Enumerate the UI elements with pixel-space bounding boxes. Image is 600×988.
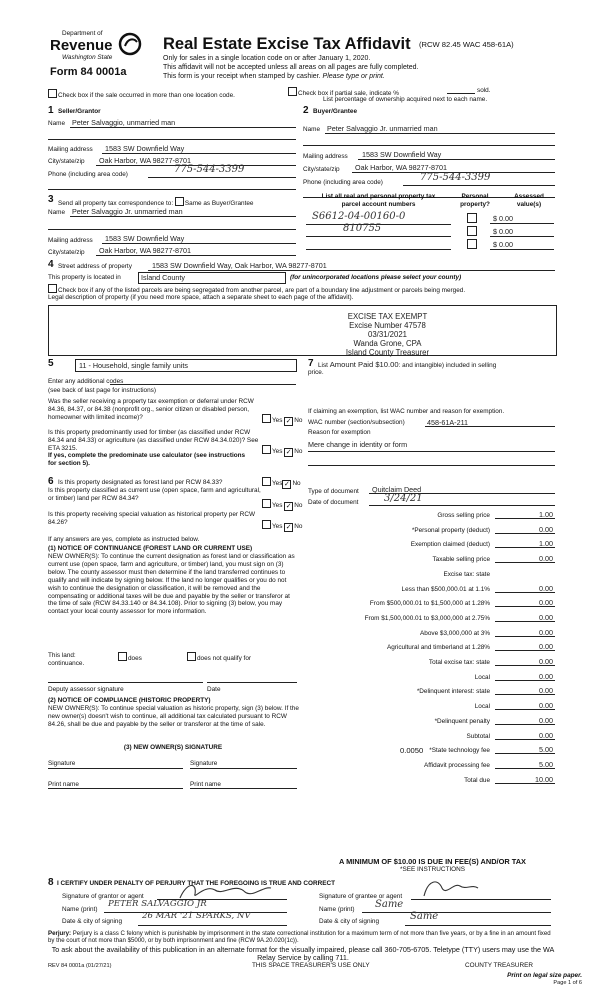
- section-7-number: 7: [308, 358, 314, 369]
- timber-yes-no[interactable]: Yes ✓ No: [262, 445, 302, 457]
- corr-name: Peter Salvaggio Jr. unmarried man: [72, 207, 183, 216]
- tax-row-value[interactable]: 0.00: [539, 525, 553, 534]
- stamp-line-2: Excise Number 47578: [349, 321, 426, 330]
- county-select[interactable]: Island County: [138, 272, 286, 284]
- tax-row-label: *Delinquent interest: state: [416, 688, 490, 695]
- section-4-number: 4: [48, 259, 54, 270]
- personal-property-checkbox-3[interactable]: [467, 239, 477, 249]
- exemption-claim-label: If claiming an exemption, list WAC number and reason for exemption.: [308, 408, 505, 415]
- tax-row-value[interactable]: 10.00: [535, 775, 553, 784]
- tax-row-label: Total due: [464, 777, 490, 784]
- parcels-header-assessed: Assessed value(s): [514, 193, 544, 208]
- owner-print-label-2: Print name: [190, 781, 221, 788]
- new-owner-signature-title: (3) NEW OWNER(S) SIGNATURE: [123, 744, 223, 751]
- current-use-question: Is this property classified as current use (open space, farm and agricultural, or timber) land per RCW 84.34?: [48, 487, 261, 502]
- treasurer-use-only: THIS SPACE TREASURER'S USE ONLY: [252, 962, 370, 969]
- tax-row-label: Agricultural and timberland at 1.28%: [386, 644, 490, 651]
- grantee-name: Same: [375, 899, 404, 910]
- tax-row-label: Taxable selling price: [432, 556, 490, 563]
- tax-row-value[interactable]: 0.00: [539, 613, 553, 622]
- buyer-name-label: Name: [303, 126, 321, 133]
- grantee-signature-label: Signature of grantee or agent: [319, 893, 403, 900]
- form-title: Real Estate Excise Tax Affidavit: [163, 35, 411, 53]
- owner-signature-label-1: Signature: [48, 760, 76, 767]
- grantee-date-city: Same: [410, 911, 439, 922]
- deputy-date-label: Date: [207, 686, 221, 693]
- exemption-yes-no[interactable]: Yes ✓ No: [262, 414, 302, 426]
- correspondence-label: Send all property tax correspondence to: Same as Buyer/Grantee: [58, 197, 253, 208]
- tax-row-label: Exemption claimed (deduct): [410, 541, 490, 548]
- current-use-yes-no[interactable]: Yes ✓ No: [262, 499, 302, 511]
- sold-label: sold.: [477, 87, 491, 94]
- tax-row-value[interactable]: 0.00: [539, 731, 553, 740]
- grantor-name-label: Name (print): [62, 906, 98, 913]
- wac-number: 458-61A-211: [427, 418, 469, 427]
- tax-row-value[interactable]: 5.00: [539, 745, 553, 754]
- exempt-stamp: [300, 312, 475, 357]
- parcels-header-personal: Personal property?: [460, 193, 490, 208]
- buyer-phone-label: Phone (including area code): [303, 179, 383, 186]
- unincorporated-note: (for unincorporated locations please select your county): [290, 274, 462, 281]
- tax-row-label: Above $3,000,000 at 3%: [420, 630, 490, 637]
- grantor-date-label: Date & city of signing: [62, 918, 123, 925]
- tax-row-value[interactable]: 1.00: [539, 510, 553, 519]
- seller-section-label: Seller/Grantor: [58, 108, 101, 115]
- exemption-question: Was the seller receiving a property tax exemption or deferral under RCW 84.36, 84.37, or 84.38 (nonprofit org., senior citizen or disabled person, homeowner with limited income)?: [48, 398, 254, 421]
- seller-name: Peter Salvaggio, unmarried man: [72, 118, 176, 127]
- section-5-number: 5: [48, 358, 54, 369]
- page-number: Page 1 of 6: [553, 980, 582, 986]
- dept-line2: Revenue: [50, 37, 113, 54]
- reason-value: Mere change in identity or form: [308, 440, 408, 449]
- perjury-notice: Perjury: Perjury is a class C felony which is punishable by imprisonment in the state correctional institution for a maximum term of not more than five years, or by a fine in an amount fixed by the court of not more than $5000, or by both imprisonment and fine (RCW 9A.20.020(1c)).: [48, 930, 551, 945]
- segregated-check[interactable]: Check box if any of the listed parcels are being segregated from another parcel, are part of a boundary line adjustment or parcels being merged.: [48, 284, 465, 295]
- tax-row-label: Less than $500,000.01 at 1.1%: [401, 586, 490, 593]
- grantee-date-label: Date & city of signing: [319, 918, 380, 925]
- section-2-number: 2: [303, 105, 309, 116]
- owner-print-label-1: Print name: [48, 781, 79, 788]
- seller-name-label: Name: [48, 120, 66, 127]
- stamp-line-3: 03/31/2021: [367, 330, 408, 339]
- assessed-value-3: $ 0.00: [493, 240, 513, 249]
- buyer-phone: 775-544-3399: [420, 172, 491, 183]
- corr-city: Oak Harbor, WA 98277-8701: [99, 246, 192, 255]
- form-number: Form 84 0001a: [50, 66, 127, 78]
- tax-row-value[interactable]: 0.00: [539, 657, 553, 666]
- dept-logo-icon: [118, 32, 142, 56]
- tax-row-label: *State technology fee: [429, 747, 490, 754]
- additional-codes-label: Enter any additional codes: [48, 378, 124, 385]
- this-land-label: This land:: [48, 652, 76, 659]
- timber-note: If yes, complete the predominate use calculator (see instructions for section 5).: [48, 452, 246, 467]
- section-7-price-label: price.: [308, 369, 324, 376]
- grantee-signature: [420, 876, 480, 900]
- parcel-number-2: 810755: [343, 223, 382, 234]
- historical-question: Is this property receiving special valuation as historical property per RCW 84.26?: [48, 511, 256, 526]
- doc-date: 3/24/21: [384, 493, 423, 504]
- seller-mailing: 1583 SW Downfield Way: [105, 144, 185, 153]
- personal-property-checkbox-2[interactable]: [467, 226, 477, 236]
- corr-city-label: City/state/zip: [48, 249, 85, 256]
- tax-row-value[interactable]: 0.00: [539, 628, 553, 637]
- use-code-select[interactable]: 11 - Household, single family units: [75, 359, 297, 372]
- form-rcw: (RCW 82.45 WAC 458-61A): [419, 40, 514, 49]
- corr-name-label: Name: [48, 209, 66, 216]
- tax-row-label: Gross selling price: [437, 512, 490, 519]
- tax-row-value[interactable]: 0.00: [539, 672, 553, 681]
- buyer-mailing: 1583 SW Downfield Way: [362, 150, 442, 159]
- percentage-note: List percentage of ownership acquired next to each name.: [323, 96, 488, 103]
- forest-yes-no[interactable]: Yes ✓ No: [262, 477, 301, 489]
- partial-sale-check[interactable]: Check box if partial sale, indicate %: [288, 87, 399, 98]
- tax-row-value[interactable]: 0.00: [539, 716, 553, 725]
- timber-question: Is this property predominantly used for timber (as classified under RCW 84.34 and 84.33) or agriculture (as classified under RCW 84.34.020)? See ETA 3215.: [48, 429, 259, 452]
- buyer-city: Oak Harbor, WA 98277-8701: [355, 163, 448, 172]
- section-6-number: 6: [48, 476, 54, 487]
- tax-row-value[interactable]: 0.00: [539, 642, 553, 651]
- wac-label: WAC number (section/subsection): [308, 419, 405, 426]
- tax-row-label: Excise tax: state: [443, 571, 490, 578]
- buyer-city-label: City/state/zip: [303, 166, 340, 173]
- tax-row-value[interactable]: 1.00: [539, 539, 553, 548]
- tax-row-label: Subtotal: [466, 733, 490, 740]
- dept-logo: [48, 30, 146, 82]
- located-label: This property is located in: [48, 274, 121, 281]
- notice2-body: NEW OWNER(S): To continue special valuation as historic property, sign (3) below. If the new owner(s) doesn't wish to continue, all additional tax calculated pursuant to RCW 84.26, shall be due and payable by the seller or transferor at the time of sale.: [48, 705, 299, 728]
- see-instructions-note: *SEE INSTRUCTIONS: [400, 866, 465, 873]
- owner-signature-label-2: Signature: [190, 760, 218, 767]
- tax-row-label: Local: [474, 674, 490, 681]
- doc-type: Quitclaim Deed: [372, 485, 422, 494]
- doc-type-label: Type of document: [308, 488, 359, 495]
- buyer-name: Peter Salvaggio Jr. unmarried man: [327, 124, 438, 133]
- notice2-title: (2) NOTICE OF COMPLIANCE (HISTORIC PROPERTY): [48, 697, 211, 704]
- historical-yes-no[interactable]: Yes ✓ No: [262, 520, 302, 532]
- header-note-1: Only for sales in a single location code on or after January 1, 2020.: [163, 55, 371, 62]
- grantor-date-city: 26 MAR '21 SPARKS, NV: [142, 911, 251, 921]
- section-1-number: 1: [48, 105, 54, 116]
- seller-city: Oak Harbor, WA 98277-8701: [99, 156, 192, 165]
- legal-desc-label: Legal description of property (if you need more space, attach a separate sheet to each page of the affidavit).: [48, 294, 354, 301]
- dept-line3: Washington State: [62, 54, 113, 61]
- grantor-signature-label: Signature of grantor or agent: [62, 893, 144, 900]
- forest-question: Is this property designated as forest land per RCW 84.33?: [58, 479, 223, 486]
- tax-row-label: Total excise tax: state: [428, 659, 490, 666]
- tax-row-label: From $500,000.01 to $1,500,000 at 1.28%: [369, 600, 490, 607]
- doc-date-label: Date of document: [308, 499, 359, 506]
- minimum-due-note: A MINIMUM OF $10.00 IS DUE IN FEE(S) AND/OR TAX: [339, 857, 526, 866]
- tax-row-value[interactable]: 0.00: [539, 701, 553, 710]
- buyer-mailing-label: Mailing address: [303, 153, 348, 160]
- seller-phone: 775-544-3399: [174, 164, 245, 175]
- tax-row-value[interactable]: 0.00: [539, 598, 553, 607]
- dept-line1: Department of: [62, 30, 103, 37]
- tax-row-value[interactable]: 0.00: [539, 686, 553, 695]
- notice1-title: (1) NOTICE OF CONTINUANCE (FOREST LAND OR CURRENT USE): [48, 545, 253, 552]
- assessed-value-2: $ 0.00: [493, 227, 513, 236]
- deputy-signature-label: Deputy assessor signature: [48, 686, 124, 693]
- rev-number: REV 84 0001a (01/27/21): [48, 963, 112, 969]
- personal-property-checkbox-1[interactable]: [467, 213, 477, 223]
- local-rate: 0.0050: [400, 746, 424, 755]
- section-8-number: 8: [48, 877, 54, 888]
- tax-row-value[interactable]: 0.00: [539, 584, 553, 593]
- tax-row-value[interactable]: 5.00: [539, 760, 553, 769]
- property-street: 1583 SW Downfield Way, Oak Harbor, WA 98277-8701: [152, 261, 327, 270]
- street-label: Street address of property: [58, 263, 132, 270]
- legal-paper-note: Print on legal size paper.: [507, 972, 582, 979]
- section-3-number: 3: [48, 194, 54, 205]
- does-checkbox[interactable]: does: [118, 652, 142, 663]
- accessibility-notice: To ask about the availability of this publication in an alternate format for the visually impaired, please call 360-705-6705. Teletype (TTY) users may use the WA Relay Service by calling 711.: [51, 945, 555, 963]
- corr-mailing: 1583 SW Downfield Way: [105, 234, 185, 243]
- continuance-label: continuance.: [48, 660, 85, 667]
- grantor-name: PETER SALVAGGIO JR: [108, 899, 207, 909]
- parcel-number-1: S6612-04-00160-0: [312, 211, 406, 222]
- tax-row-label: *Delinquent penalty: [434, 718, 490, 725]
- certify-statement: I CERTIFY UNDER PENALTY OF PERJURY THAT THE FOREGOING IS TRUE AND CORRECT: [57, 880, 336, 887]
- see-back-label: (see back of last page for instructions): [48, 387, 156, 394]
- multi-location-check[interactable]: Check box if the sale occurred in more than one location code.: [48, 89, 235, 100]
- stamp-line-1: EXCISE TAX EXEMPT: [347, 312, 428, 321]
- parcels-header-list: List all real and personal property tax parcel account numbers: [321, 193, 436, 208]
- reason-label: Reason for exemption: [308, 429, 371, 436]
- tax-row-label: Affidavit processing fee: [424, 762, 490, 769]
- section-7-list-line: List Amount Paid $10.00: and intangible) included in selling: [318, 360, 497, 369]
- seller-phone-label: Phone (including area code): [48, 171, 128, 178]
- if-yes-note: If any answers are yes, complete as instructed below.: [48, 536, 200, 543]
- stamp-line-4: Wanda Grone, CPA: [353, 339, 422, 348]
- corr-mailing-label: Mailing address: [48, 237, 93, 244]
- grantee-name-label: Name (print): [319, 906, 355, 913]
- tax-row-label: *Personal property (deduct): [411, 527, 490, 534]
- seller-mailing-label: Mailing address: [48, 146, 93, 153]
- seller-city-label: City/state/zip: [48, 158, 85, 165]
- notice1-body: NEW OWNER(S): To continue the current designation as forest land or classification as current use (open space, farm and agriculture, or timber) land, you must sign on (3) below. The county assessor must then determine if the land transferred continues to qualify and will indicate by signing below. If the land no longer qualifies or you do not wish to continue the designation or classification, it will be removed and the compensating or additional taxes will be due and payable by the seller or transferor at the time of sale (RCW 84.33.140 or 84.34.108). Prior to signing (3) below, you may contact your local county assessor for more information.: [48, 553, 295, 616]
- assessed-value-1: $ 0.00: [493, 214, 513, 223]
- does-not-checkbox[interactable]: does not qualify for: [187, 652, 251, 663]
- tax-row-value[interactable]: 0.00: [539, 554, 553, 563]
- county-treasurer: COUNTY TREASURER: [465, 962, 533, 969]
- tax-row-label: From $1,500,000.01 to $3,000,000 at 2.75%: [364, 615, 490, 622]
- tax-row-label: Local: [474, 703, 490, 710]
- same-as-buyer-checkbox[interactable]: [175, 197, 184, 206]
- buyer-section-label: Buyer/Grantee: [313, 108, 358, 115]
- stamp-line-5: Island County Treasurer: [345, 348, 430, 357]
- header-note-2: This affidavit will not be accepted unless all areas on all pages are fully completed.: [163, 64, 419, 71]
- header-note-3: This form is your receipt when stamped by cashier. Please type or print.: [163, 73, 385, 80]
